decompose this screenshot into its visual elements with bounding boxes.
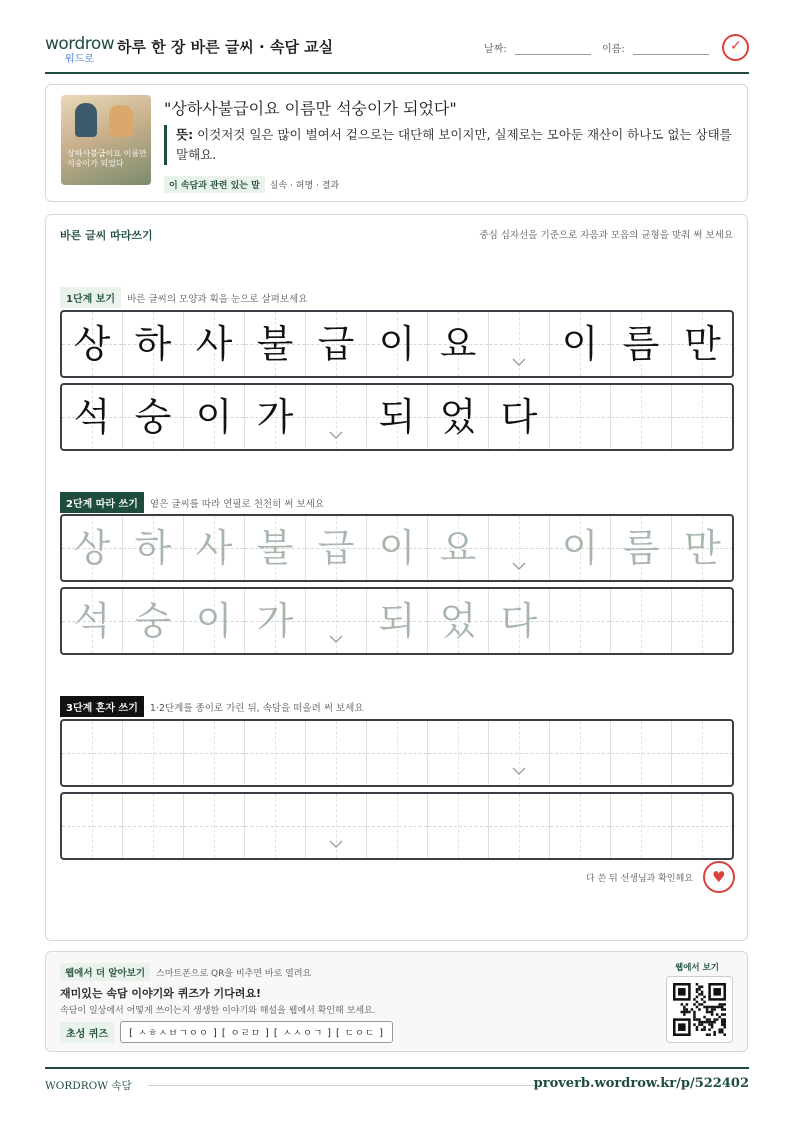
practice-char: 되 (378, 395, 416, 439)
writing-cell (184, 312, 245, 376)
related-words: 이 속담과 관련 있는 말 실속 · 허명 · 결과 (164, 176, 339, 193)
step2-header: 2단계 따라 쓰기 옅은 글씨를 따라 연필로 천천히 써 보세요 (60, 492, 324, 513)
writing-cell (489, 385, 550, 449)
practice-char: 사 (195, 526, 233, 570)
practice-char: 었 (439, 599, 477, 643)
writing-cell[interactable] (245, 794, 306, 858)
heart-stamp-icon: ♥ (703, 861, 735, 893)
practice-char: 요 (439, 526, 477, 570)
writing-cell[interactable] (306, 589, 367, 653)
writing-cell[interactable] (123, 721, 184, 785)
writing-cell[interactable] (184, 516, 245, 580)
writing-cell[interactable] (611, 516, 672, 580)
practice-char: 상 (73, 322, 111, 366)
writing-cell[interactable] (184, 794, 245, 858)
practice-char: 상 (73, 526, 111, 570)
practice-char: 되 (378, 599, 416, 643)
practice-char: 석 (73, 599, 111, 643)
practice-char: 이 (561, 526, 599, 570)
writing-cell (550, 312, 611, 376)
writing-cell[interactable] (550, 721, 611, 785)
writing-cell (672, 312, 733, 376)
writing-cell (184, 385, 245, 449)
practice-char: 이 (195, 395, 233, 439)
web-tag-row: 웹에서 더 알아보기 스마트폰으로 QR을 비추면 바로 열려요 (60, 963, 311, 981)
footer-url[interactable]: proverb.wordrow.kr/p/522402 (533, 1076, 749, 1091)
writing-cell[interactable] (62, 516, 123, 580)
writing-cell[interactable] (489, 721, 550, 785)
page-footer (45, 1067, 749, 1097)
qr-label: 웹에서 보기 (674, 963, 719, 973)
writing-cell (245, 312, 306, 376)
writing-cell (428, 385, 489, 449)
space-mark-icon (512, 358, 526, 366)
writing-cell[interactable] (489, 589, 550, 653)
step3-row-1[interactable] (60, 719, 734, 787)
writing-cell[interactable] (428, 516, 489, 580)
writing-cell[interactable] (672, 516, 733, 580)
web-headline: 재미있는 속담 이야기와 퀴즈가 기다려요! (60, 987, 261, 1000)
space-mark-icon (329, 431, 343, 439)
step1-header: 1단계 보기 바른 글씨의 모양과 획을 눈으로 살펴보세요 (60, 287, 307, 308)
chosung-quiz: 초성 퀴즈 [ ㅅㅎㅅㅂㄱㅇㅇ ] [ ㅇㄹㅁ ] [ ㅅㅅㅇㄱ ] [ ㄷㅇㄷ ] (60, 1021, 393, 1043)
writing-cell (672, 385, 733, 449)
writing-cell[interactable] (672, 721, 733, 785)
qr-code-icon[interactable] (666, 976, 733, 1043)
practice-char: 요 (439, 322, 477, 366)
writing-cell (611, 385, 672, 449)
step3-header: 3단계 혼자 쓰기 1·2단계를 종이로 가린 뒤, 속담을 떠올려 써 보세요 (60, 696, 364, 717)
writing-cell[interactable] (489, 794, 550, 858)
writing-cell (367, 312, 428, 376)
step1-row-2 (60, 383, 734, 451)
writing-cell[interactable] (306, 516, 367, 580)
writing-cell[interactable] (428, 589, 489, 653)
practice-note: 중심 십자선을 기준으로 자음과 모음의 균형을 맞춰 써 보세요 (479, 230, 733, 241)
practice-char: 하 (134, 526, 172, 570)
writing-cell[interactable] (489, 516, 550, 580)
space-mark-icon (329, 840, 343, 848)
writing-cell[interactable] (672, 589, 733, 653)
practice-char: 만 (684, 322, 721, 366)
writing-cell[interactable] (123, 516, 184, 580)
proverb-illustration: 상하사불급이요 이름만 석숭이가 되었다 (61, 95, 151, 185)
writing-cell (62, 385, 123, 449)
wordrow-logo: wordrow (45, 34, 115, 54)
step1-row-1 (60, 310, 734, 378)
practice-char: 만 (684, 526, 721, 570)
practice-char: 었 (439, 395, 477, 439)
writing-cell[interactable] (306, 721, 367, 785)
writing-cell[interactable] (428, 794, 489, 858)
writing-cell[interactable] (672, 794, 733, 858)
writing-cell (306, 385, 367, 449)
practice-title: 바른 글씨 따라쓰기 (60, 229, 153, 242)
writing-cell[interactable] (245, 516, 306, 580)
writing-cell[interactable] (367, 721, 428, 785)
practice-char: 불 (256, 322, 294, 366)
writing-cell[interactable] (184, 721, 245, 785)
step2-row-1[interactable] (60, 514, 734, 582)
related-label: 이 속담과 관련 있는 말 (164, 176, 265, 193)
writing-cell (489, 312, 550, 376)
practice-char: 름 (622, 322, 660, 366)
web-panel (45, 951, 748, 1052)
writing-cell[interactable] (62, 589, 123, 653)
practice-char: 석 (73, 395, 111, 439)
practice-char: 사 (195, 322, 233, 366)
writing-cell[interactable] (367, 794, 428, 858)
teacher-check-note: 다 쓴 뒤 선생님과 확인해요 (585, 874, 693, 884)
writing-cell[interactable] (123, 589, 184, 653)
writing-cell[interactable] (550, 589, 611, 653)
writing-cell[interactable] (62, 794, 123, 858)
writing-cell[interactable] (306, 794, 367, 858)
writing-cell (245, 385, 306, 449)
practice-char: 이 (195, 599, 233, 643)
space-mark-icon (512, 767, 526, 775)
footer-brand: WORDROW 속담 (45, 1080, 132, 1092)
practice-char: 다 (500, 395, 538, 439)
practice-char: 급 (317, 526, 355, 570)
writing-cell[interactable] (184, 589, 245, 653)
practice-char: 름 (622, 526, 660, 570)
writing-cell[interactable] (367, 589, 428, 653)
proverb-quote: "상하사불급이요 이름만 석숭이가 되었다" (164, 99, 457, 118)
page-header (45, 28, 749, 74)
writing-cell (550, 385, 611, 449)
writing-cell[interactable] (611, 589, 672, 653)
step2-row-2[interactable] (60, 587, 734, 655)
writing-cell (367, 385, 428, 449)
name-field[interactable]: 이름: (602, 40, 709, 55)
practice-char: 가 (256, 395, 294, 439)
writing-cell[interactable] (550, 516, 611, 580)
practice-char: 숭 (134, 599, 172, 643)
practice-char: 이 (561, 322, 599, 366)
quiz-answer-box[interactable]: [ ㅅㅎㅅㅂㄱㅇㅇ ] [ ㅇㄹㅁ ] [ ㅅㅅㅇㄱ ] [ ㄷㅇㄷ ] (120, 1021, 393, 1043)
writing-cell[interactable] (123, 794, 184, 858)
writing-cell[interactable] (428, 721, 489, 785)
writing-cell (428, 312, 489, 376)
practice-char: 가 (256, 599, 294, 643)
practice-panel (45, 214, 748, 941)
writing-cell[interactable] (245, 721, 306, 785)
web-description: 속담이 일상에서 어떻게 쓰이는지 생생한 이야기와 해설을 웹에서 확인해 보세요. (60, 1006, 376, 1016)
space-mark-icon (512, 562, 526, 570)
practice-char: 이 (378, 526, 416, 570)
practice-char: 불 (256, 526, 294, 570)
proverb-card (45, 84, 748, 202)
writing-cell[interactable] (367, 516, 428, 580)
writing-cell[interactable] (611, 721, 672, 785)
writing-cell[interactable] (62, 721, 123, 785)
proverb-meaning: 뜻: 이것저것 일은 많이 벌여서 겉으로는 대단해 보이지만, 실제로는 모아둔 재산이 하나도 없는 상태를 말해요. (164, 125, 734, 165)
practice-char: 숭 (134, 395, 172, 439)
writing-cell[interactable] (611, 794, 672, 858)
practice-char: 다 (500, 599, 538, 643)
page-title: 하루 한 장 바른 글씨 · 속담 교실 (117, 38, 334, 56)
practice-char: 급 (317, 322, 355, 366)
step3-row-2[interactable] (60, 792, 734, 860)
writing-cell (123, 312, 184, 376)
date-field[interactable]: 날짜: (484, 40, 591, 55)
practice-char: 하 (134, 322, 172, 366)
practice-char: 이 (378, 322, 416, 366)
writing-cell (611, 312, 672, 376)
writing-cell[interactable] (245, 589, 306, 653)
writing-cell (123, 385, 184, 449)
writing-cell[interactable] (550, 794, 611, 858)
writing-cell (306, 312, 367, 376)
writing-cell (62, 312, 123, 376)
space-mark-icon (329, 635, 343, 643)
wordrow-logo-sub: 워드로 (65, 54, 94, 65)
check-stamp-icon: ✓ (722, 34, 749, 61)
